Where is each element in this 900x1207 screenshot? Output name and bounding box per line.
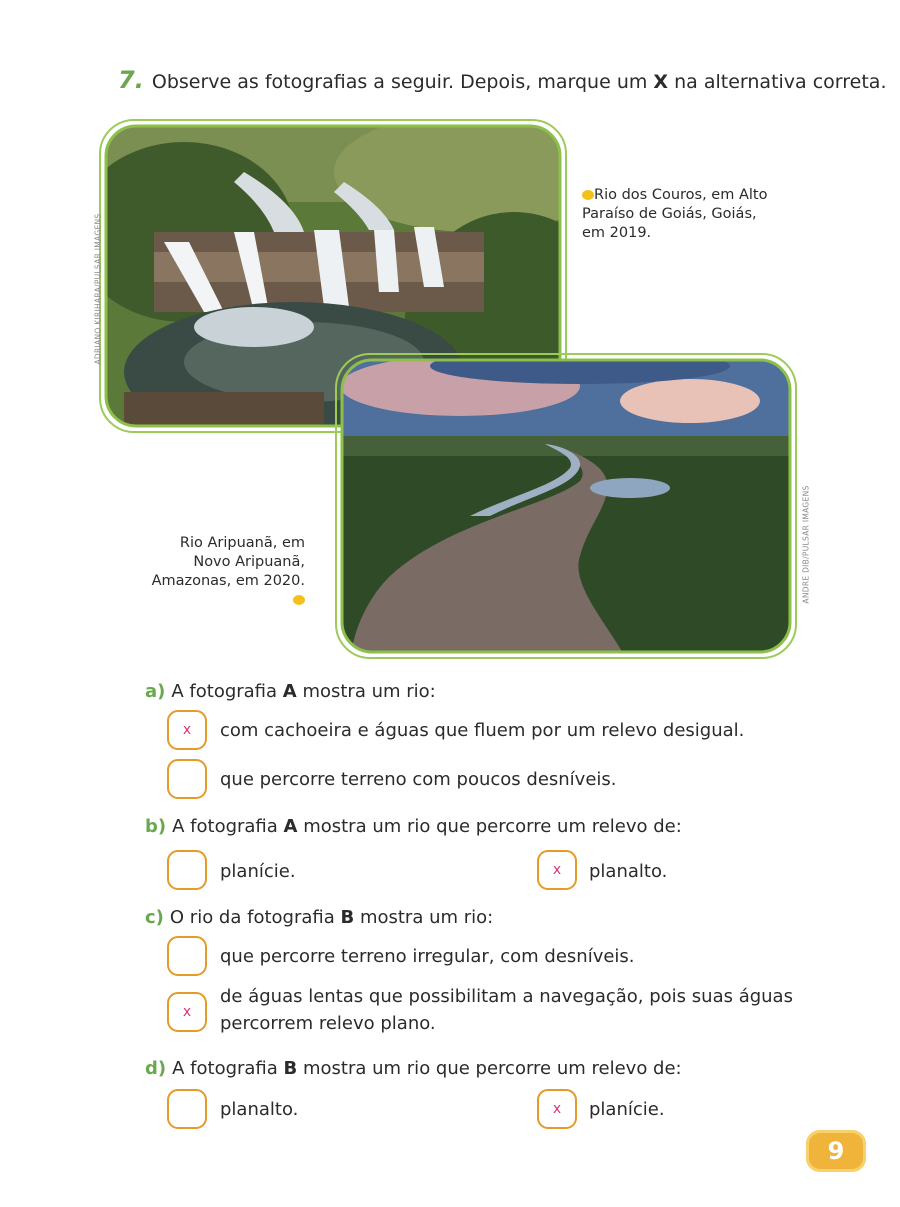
photo-a-caption-text: Rio dos Couros, em Alto Paraíso de Goiás, Goiás, em 2019. xyxy=(582,187,768,241)
option-c-2-text-line2: percorrem relevo plano. xyxy=(220,1013,436,1034)
checkbox-b-1[interactable] xyxy=(167,850,207,890)
item-d-bold: B xyxy=(283,1058,298,1079)
checkbox-b-2[interactable] xyxy=(537,850,577,890)
option-a-2-text: que percorre terreno com poucos desníveis. xyxy=(220,769,617,790)
item-b-label xyxy=(145,816,682,837)
item-a-label xyxy=(145,681,436,702)
item-c-label xyxy=(145,907,493,928)
option-d-1-text: planalto. xyxy=(220,1099,299,1120)
item-d-label xyxy=(145,1058,682,1079)
checkbox-c-2-mark: x xyxy=(182,1004,192,1020)
checkbox-d-2-mark: x xyxy=(552,1101,562,1117)
photo-a-caption xyxy=(582,186,772,243)
item-d-post: mostra um rio que percorre um relevo de: xyxy=(297,1058,682,1079)
item-d-pre: A fotografia xyxy=(172,1058,284,1079)
item-c-bold: B xyxy=(340,907,355,928)
item-a-post: mostra um rio: xyxy=(296,681,436,702)
checkbox-c-1[interactable] xyxy=(167,936,207,976)
caption-a-dot-icon xyxy=(582,190,594,200)
question-number: 7. xyxy=(118,66,144,94)
checkbox-a-2[interactable] xyxy=(167,759,207,799)
checkbox-a-1-mark: x xyxy=(182,722,192,738)
caption-b-dot-icon xyxy=(293,595,305,605)
question-text-bold: X xyxy=(653,71,669,93)
question-heading xyxy=(118,66,887,94)
photo-b-caption xyxy=(140,534,305,610)
item-a-letter: a) xyxy=(145,681,166,702)
item-b-pre: A fotografia xyxy=(172,816,284,837)
photo-b-image xyxy=(330,346,802,666)
item-d-letter: d) xyxy=(145,1058,167,1079)
photo-b-credit: ANDRE DIB/PULSAR IMAGENS xyxy=(801,485,811,604)
checkbox-c-2[interactable] xyxy=(167,992,207,1032)
option-c-2-text-line1: de águas lentas que possibilitam a navegação, pois suas águas xyxy=(220,986,793,1007)
question-text-before: Observe as fotografias a seguir. Depois, marque um xyxy=(151,71,654,93)
item-c-pre: O rio da fotografia xyxy=(169,907,341,928)
page-number: 9 xyxy=(827,1137,845,1165)
option-d-2-text: planície. xyxy=(589,1099,665,1120)
item-c-post: mostra um rio: xyxy=(354,907,494,928)
checkbox-b-2-mark: x xyxy=(552,862,562,878)
item-b-letter: b) xyxy=(145,816,167,837)
option-a-1-text: com cachoeira e águas que fluem por um relevo desigual. xyxy=(220,720,745,741)
option-b-2-text: planalto. xyxy=(589,861,668,882)
checkbox-d-2[interactable] xyxy=(537,1089,577,1129)
question-text-after: na alternativa correta. xyxy=(668,71,887,93)
item-a-bold: A xyxy=(282,681,297,702)
photo-b-caption-text: Rio Aripuanã, em Novo Aripuanã, Amazonas, em 2020. xyxy=(151,535,305,589)
checkbox-a-1[interactable] xyxy=(167,710,207,750)
checkbox-d-1[interactable] xyxy=(167,1089,207,1129)
photo-a-credit: ADRIANO KIRIHARA/PULSAR IMAGENS xyxy=(93,213,103,365)
page-number-badge xyxy=(806,1130,866,1172)
photo-b-frame xyxy=(330,346,802,666)
item-b-bold: A xyxy=(283,816,298,837)
item-c-letter: c) xyxy=(145,907,164,928)
option-c-1-text: que percorre terreno irregular, com desníveis. xyxy=(220,946,635,967)
item-a-pre: A fotografia xyxy=(171,681,283,702)
option-b-1-text: planície. xyxy=(220,861,296,882)
item-b-post: mostra um rio que percorre um relevo de: xyxy=(297,816,682,837)
